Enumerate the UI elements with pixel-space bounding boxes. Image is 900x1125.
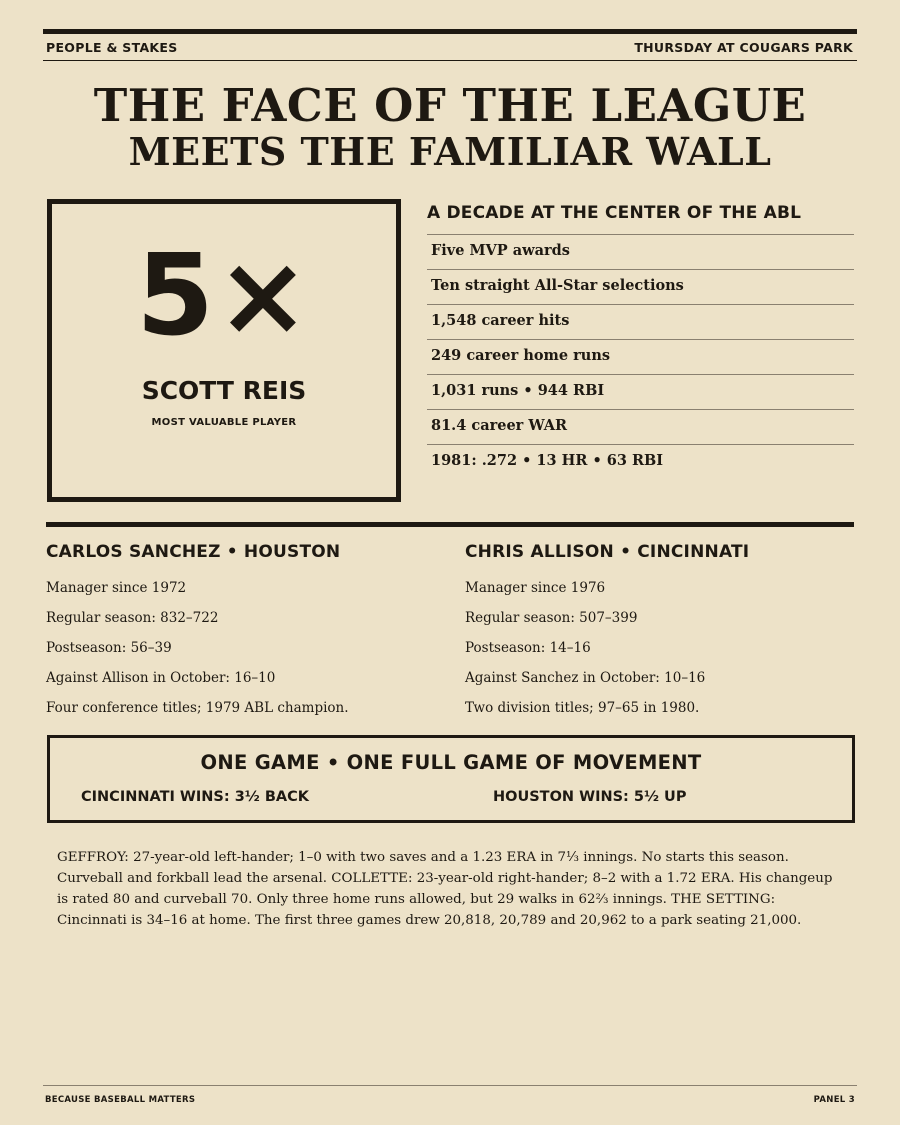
manager-stat: Regular season: 832–722 — [46, 610, 219, 626]
stat-item: 1,031 runs • 944 RBI — [427, 374, 854, 409]
section-divider — [46, 522, 854, 527]
pitching-matchup-paragraph: GEFFROY: 27-year-old left-hander; 1–0 with two saves and a 1.23 ERA in 7⅓ innings. No starts this season. Curveball and forkball lead the arsenal. COLLETTE: 23-year-old right-hander; 8–2 with a 1.72 ERA. His changeup is rated 80 and curveball 70. Only three home runs allowed, but 29 walks in 62⅔ innings. THE SETTING: Cincinnati is 34–16 at home. The first three games drew 20,818, 20,789 and 20,962 to a park seating 21,000. — [57, 850, 833, 928]
manager-stat: Manager since 1972 — [46, 580, 187, 596]
footer-tagline: BECAUSE BASEBALL MATTERS — [45, 1095, 196, 1105]
manager-column-houston — [46, 540, 446, 723]
manager-stat: Against Allison in October: 16–10 — [46, 670, 276, 686]
manager-stat: Regular season: 507–399 — [465, 610, 638, 626]
mvp-card — [47, 199, 401, 502]
section-kicker: PEOPLE & STAKES — [46, 40, 178, 55]
event-kicker: THURSDAY AT COUGARS PARK — [634, 40, 853, 55]
footer-rule — [43, 1085, 857, 1086]
panel-number: PANEL 3 — [813, 1095, 855, 1105]
manager-title: CHRIS ALLISON • CINCINNATI — [465, 542, 750, 562]
player-name: SCOTT REIS — [141, 376, 307, 405]
manager-title: CARLOS SANCHEZ • HOUSTON — [46, 542, 341, 562]
houston-scenario: HOUSTON WINS: 5½ UP — [493, 789, 687, 805]
movement-title: ONE GAME • ONE FULL GAME OF MOVEMENT — [200, 751, 702, 774]
manager-stat: Manager since 1976 — [465, 580, 606, 596]
manager-stat: Postseason: 56–39 — [46, 640, 172, 656]
top-rule — [43, 29, 857, 34]
stat-item: Five MVP awards — [427, 234, 854, 269]
header-divider — [43, 60, 857, 61]
stats-heading: A DECADE AT THE CENTER OF THE ABL — [427, 203, 802, 223]
player-award: MOST VALUABLE PLAYER — [151, 417, 297, 428]
manager-column-cincinnati — [465, 540, 865, 723]
manager-stat: Postseason: 14–16 — [465, 640, 591, 656]
cincinnati-scenario: CINCINNATI WINS: 3½ BACK — [81, 789, 310, 805]
stat-item: 1,548 career hits — [427, 304, 854, 339]
stat-item: 1981: .272 • 13 HR • 63 RBI — [427, 444, 854, 479]
headline-line-2: MEETS THE FAMILIAR WALL — [128, 129, 772, 174]
stats-list — [427, 234, 854, 479]
standings-movement-box — [47, 735, 855, 823]
manager-stat: Four conference titles; 1979 ABL champion. — [46, 700, 349, 716]
stat-item: 249 career home runs — [427, 339, 854, 374]
mvp-count: 5× — [136, 231, 312, 361]
headline-line-1: THE FACE OF THE LEAGUE — [93, 79, 807, 132]
manager-stat: Two division titles; 97–65 in 1980. — [465, 700, 700, 716]
stat-item: Ten straight All-Star selections — [427, 269, 854, 304]
manager-stat: Against Sanchez in October: 10–16 — [465, 670, 706, 686]
stat-item: 81.4 career WAR — [427, 409, 854, 444]
